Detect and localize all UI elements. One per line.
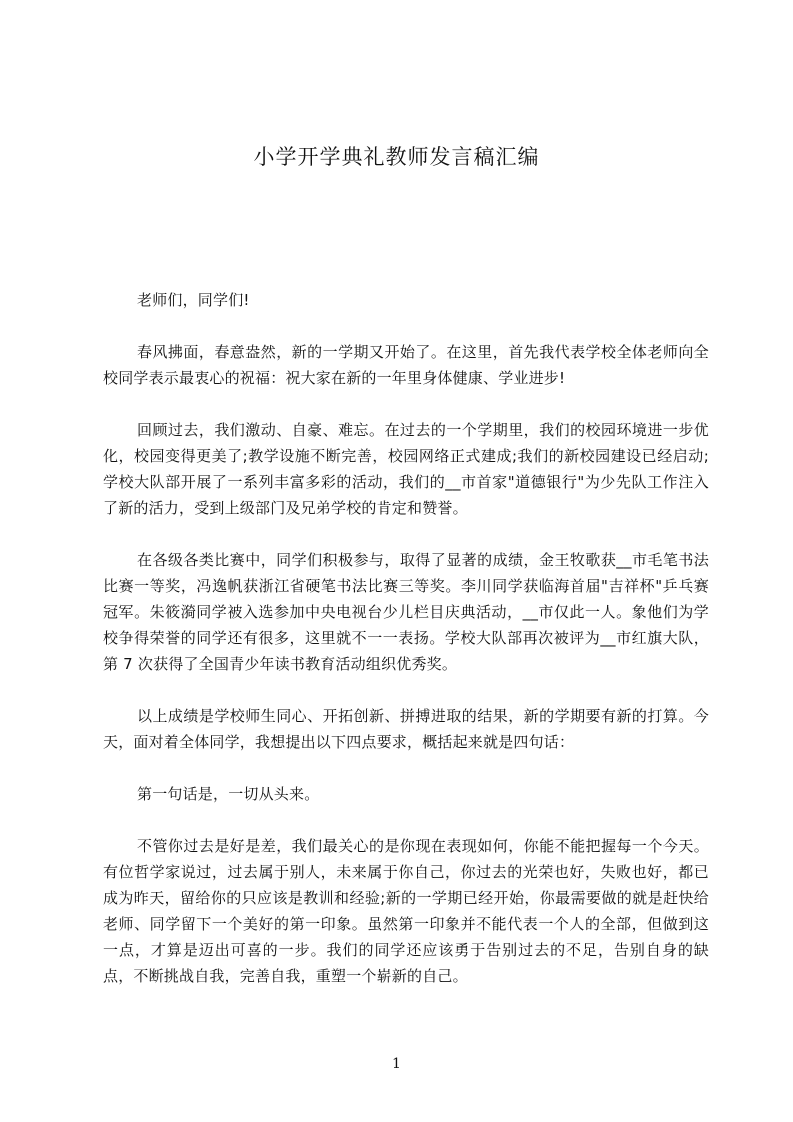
- paragraph-requirements-intro: 以上成绩是学校师生同心、开拓创新、拼搏进取的结果，新的学期要有新的打算。今天，面对着全体同学，我想提出以下四点要求，概括起来就是四句话：: [103, 707, 709, 751]
- paragraph-first-point-detail: 不管你过去是好是差，我们最关心的是你现在表现如何，你能不能把握每一个今天。有位哲学家说过，过去属于别人，未来属于你自己，你过去的光荣也好，失败也好，都已成为昨天，留给你的只应该是教训和经验;新的一学期已经开始，你最需要做的就是赶快给老师、同学留下一个美好的第一印象。虽然第一印象并不能代表一个人的全部，但做到这一点，才算是迈出可喜的一步。我们的同学还应该勇于告别过去的不足，告别自身的缺点，不断挑战自我，完善自我，重塑一个崭新的自己。: [103, 837, 709, 985]
- document-body: [103, 287, 709, 1015]
- paragraph-achievements: 在各级各类比赛中，同学们积极参与，取得了显著的成绩，金王牧歌获__市毛笔书法比赛一等奖，冯逸帆获浙江省硬笔书法比赛三等奖。李川同学获临海首届"吉祥杯"乒乓赛冠军。朱筱漪同学被入选参加中央电视台少儿栏目庆典活动，__市仅此一人。象他们为学校争得荣誉的同学还有很多，这里就不一一表扬。学校大队部再次被评为__市红旗大队，第 7 次获得了全国青少年读书教育活动组织优秀奖。: [103, 551, 709, 673]
- paragraph-review: 回顾过去，我们激动、自豪、难忘。在过去的一个学期里，我们的校园环境进一步优化，校园变得更美了;教学设施不断完善，校园网络正式建成;我们的新校园建设已经启动;学校大队部开展了一系列丰富多彩的活动，我们的__市首家"道德银行"为少先队工作注入了新的活力，受到上级部门及兄弟学校的肯定和赞誉。: [103, 421, 709, 517]
- paragraph-greeting: 老师们，同学们!: [137, 291, 250, 309]
- page-title: 小学开学典礼教师发言稿汇编: [253, 145, 540, 169]
- paragraph-first-point: 第一句话是，一切从头来。: [137, 785, 320, 803]
- page-number: 1: [392, 1056, 401, 1072]
- paragraph-opening: 春风拂面，春意盎然，新的一学期又开始了。在这里，首先我代表学校全体老师向全校同学表示最衷心的祝福：祝大家在新的一年里身体健康、学业进步!: [103, 343, 709, 387]
